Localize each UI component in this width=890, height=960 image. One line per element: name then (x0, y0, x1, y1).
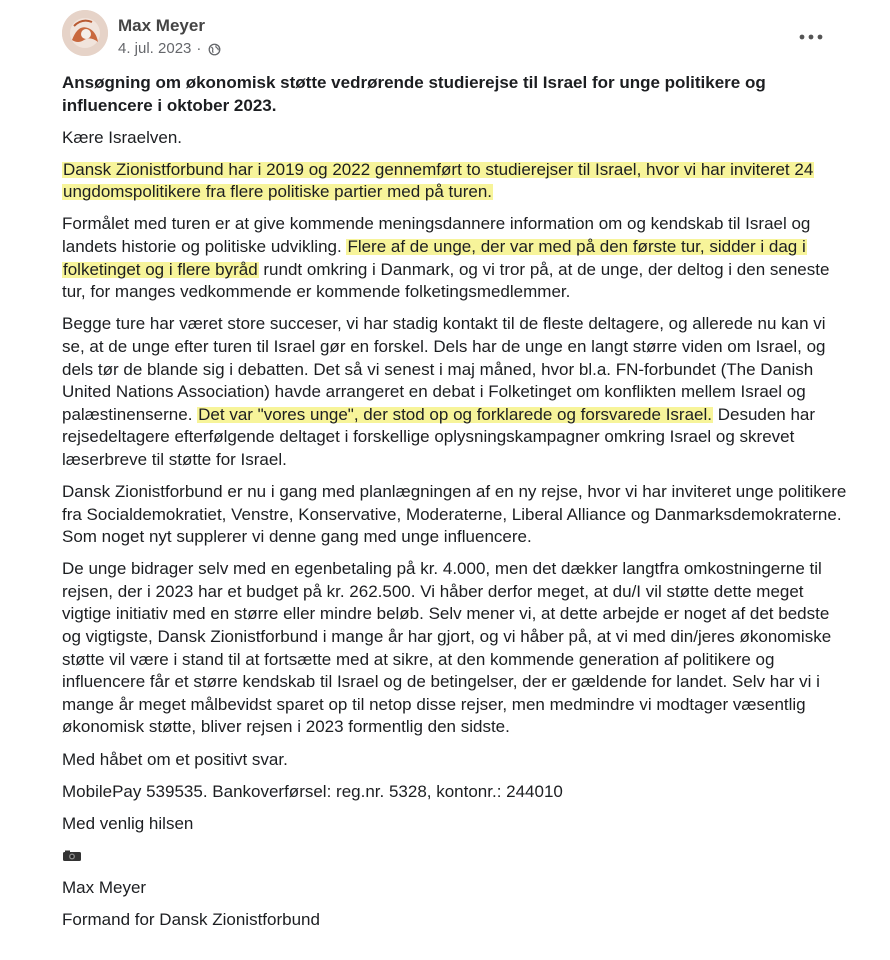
globe-icon[interactable] (208, 43, 221, 56)
signature-name: Max Meyer (62, 877, 147, 897)
avatar[interactable] (62, 10, 108, 56)
more-options-icon[interactable] (798, 32, 824, 42)
post-title: Ansøgning om økonomisk støtte vedrørende studierejse til Israel for unge politikere og influencere i oktober 2023. (62, 73, 766, 115)
signature-title: Formand for Dansk Zionistforbund (62, 910, 320, 929)
paragraph-text: rundt omkring i Danmark, og vi tror på, at de unge, der deltog i den seneste tur, for manges vedkommende er kommende folketingsmedlemmer. (62, 259, 830, 302)
post-body (62, 72, 852, 941)
emoji-line (62, 845, 852, 868)
paragraph-3 (62, 313, 852, 471)
paragraph-6: Med håbet om et positivt svar. (62, 749, 288, 769)
post-date[interactable]: 4. jul. 2023 (118, 40, 192, 57)
paragraph-2 (62, 213, 852, 303)
paragraph-text: Formålet med turen er at give kommende meningsdannere information om og kendskab til Israel og landets historie og politiske udvikling. (62, 214, 811, 257)
paragraph-1 (62, 159, 852, 204)
paragraph-text: Desuden har rejsedeltagere efterfølgende deltaget i forskellige oplysningskampagner omkring Israel og skrevet læserbreve til støtte for Israel. (62, 404, 816, 469)
highlighted-text: Det var "vores unge", der stod op og forklarede og forsvarede Israel. (198, 404, 712, 424)
paragraph-4: Dansk Zionistforbund er nu i gang med planlægningen af en ny rejse, hvor vi har inviteret unge politikere fra Socialdemokratiet, Venstre, Konservative, Moderaterne, Liberal Alliance og Danmarksdemokraterne. Som noget nyt supplerer vi denne gang med unge influencere. (62, 482, 847, 547)
paragraph-5: De unge bidrager selv med en egenbetaling på kr. 4.000, men det dækker langtfra omkostningerne til rejsen, der i 2023 har et budget på kr. 262.500. Vi håber derfor meget, at du/I vil støtte dette meget vigtige initiativ med en større eller mindre beløb. Selv mener vi, at dette arbejde er noget af det bedste og vigtigste, Dansk Zionistforbund i mange år har gjort, og vi håber på, at vi med din/jeres økonomiske støtte vil være i stand til at fortsætte med at sikre, at den kommende generation af politikere og influencere får et større kendskab til Israel og de betingelser, der er gældende for landet. Selv har vi i mange år meget målbevidst sparet op til netop disse rejser, men medmindre vi modtager væsentlig økonomisk støtte, bliver rejsen i 2023 formentlig den sidste. (62, 559, 832, 737)
camera-icon (62, 850, 82, 862)
greeting: Kære Israelven. (62, 127, 182, 147)
highlighted-text: Flere af de unge, der var med på den første tur, sidder i dag i folketinget og i flere byråd (63, 237, 806, 279)
meta-separator: · (196, 40, 202, 57)
post-meta (118, 39, 221, 59)
highlighted-text: Dansk Zionistforbund har i 2019 og 2022 gennemført to studierejser til Israel, hvor vi har inviteret 24 ungdomspolitikere fra flere politiske partier med på turen. (63, 159, 814, 202)
closing: Med venlig hilsen (62, 813, 194, 833)
post-header (62, 10, 852, 62)
avatar-image (62, 10, 108, 56)
author-name[interactable]: Max Meyer (118, 16, 205, 35)
paragraph-text: Begge ture har været store succeser, vi har stadig kontakt til de fleste deltagere, og allerede nu kan vi se, at de unge efter turen til Israel gør en forskel. Dels har de unge en langt større viden om Israel, og dels tør de blande sig i debatten. Det så vi senest i maj måned, hvor bl.a. FN-forbundet (The Danish United Nations Association) havde arrangeret en debat i Folketinget om konflikten mellem Israel og palæstinenserne. (62, 314, 826, 424)
payment-info: MobilePay 539535. Bankoverførsel: reg.nr. 5328, kontonr.: 244010 (62, 781, 563, 801)
